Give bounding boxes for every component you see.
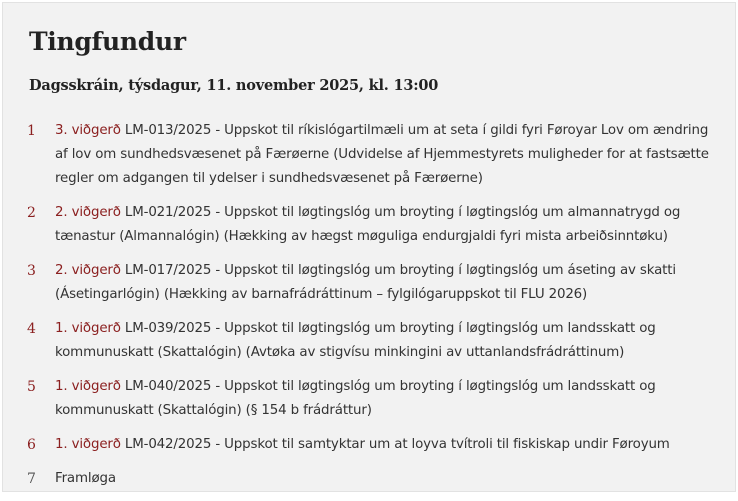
agenda-item-number: 6 — [27, 437, 36, 453]
agenda-item-2 — [3, 201, 737, 249]
reading-link[interactable]: 2. viðgerð — [55, 205, 121, 220]
agenda-item-number: 7 — [27, 471, 36, 487]
agenda-item-text: LM-013/2025 - Uppskot til ríkislógartilmæli um at seta í gildi fyri Føroyar Lov om ændring af lov om sundhedsvæsenet på Færøerne (Udvidelse af Hjemmestyrets muligheder for at fastsætte regler om adgangen til ydelser i sundhedsvæsenet på Færøerne) — [55, 123, 709, 186]
page-title: Tingfundur — [29, 27, 186, 56]
agenda-item-text: LM-040/2025 - Uppskot til løgtingslóg um broyting í løgtingslóg um landsskatt og kommunuskatt (Skattalógin) (§ 154 b frádráttur) — [55, 379, 656, 418]
agenda-item-number: 3 — [27, 263, 36, 279]
agenda-item-4 — [3, 317, 737, 365]
reading-link[interactable]: 1. viðgerð — [55, 379, 121, 394]
agenda-item-text: Framløga — [55, 471, 116, 486]
reading-link[interactable]: 2. viðgerð — [55, 263, 121, 278]
reading-link[interactable]: 3. viðgerð — [55, 123, 121, 138]
agenda-item-number: 5 — [27, 379, 36, 395]
agenda-item-1 — [3, 119, 737, 191]
agenda-item-text: LM-021/2025 - Uppskot til løgtingslóg um broyting í løgtingslóg um almannatrygd og tænastur (Almannalógin) (Hækking av hægst møguliga endurgjaldi fyri mista arbeiðsinntøku) — [55, 205, 681, 244]
agenda-panel — [2, 2, 736, 492]
agenda-item-6 — [3, 433, 737, 457]
agenda-item-7 — [3, 467, 737, 491]
agenda-item-number: 2 — [27, 205, 36, 221]
agenda-list — [3, 119, 737, 501]
reading-link[interactable]: 1. viðgerð — [55, 321, 121, 336]
agenda-item-number: 1 — [27, 123, 36, 139]
agenda-item-text: LM-039/2025 - Uppskot til løgtingslóg um broyting í løgtingslóg um landsskatt og kommunuskatt (Skattalógin) (Avtøka av stigvísu minkingini av uttanlandsfrádráttinum) — [55, 321, 656, 360]
agenda-item-number: 4 — [27, 321, 36, 337]
agenda-item-text: LM-042/2025 - Uppskot til samtyktar um at loyva tvítroli til fiskiskap undir Føroyum — [120, 437, 670, 452]
reading-link[interactable]: 1. viðgerð — [55, 437, 121, 452]
agenda-item-3 — [3, 259, 737, 307]
agenda-date-heading: Dagsskráin, týsdagur, 11. november 2025, kl. 13:00 — [29, 77, 439, 94]
agenda-item-text: LM-017/2025 - Uppskot til løgtingslóg um broyting í løgtingslóg um áseting av skatti (Ásetingarlógin) (Hækking av barnafrádráttinum – fylgilógaruppskot til FLU 2026) — [55, 263, 676, 302]
agenda-item-5 — [3, 375, 737, 423]
